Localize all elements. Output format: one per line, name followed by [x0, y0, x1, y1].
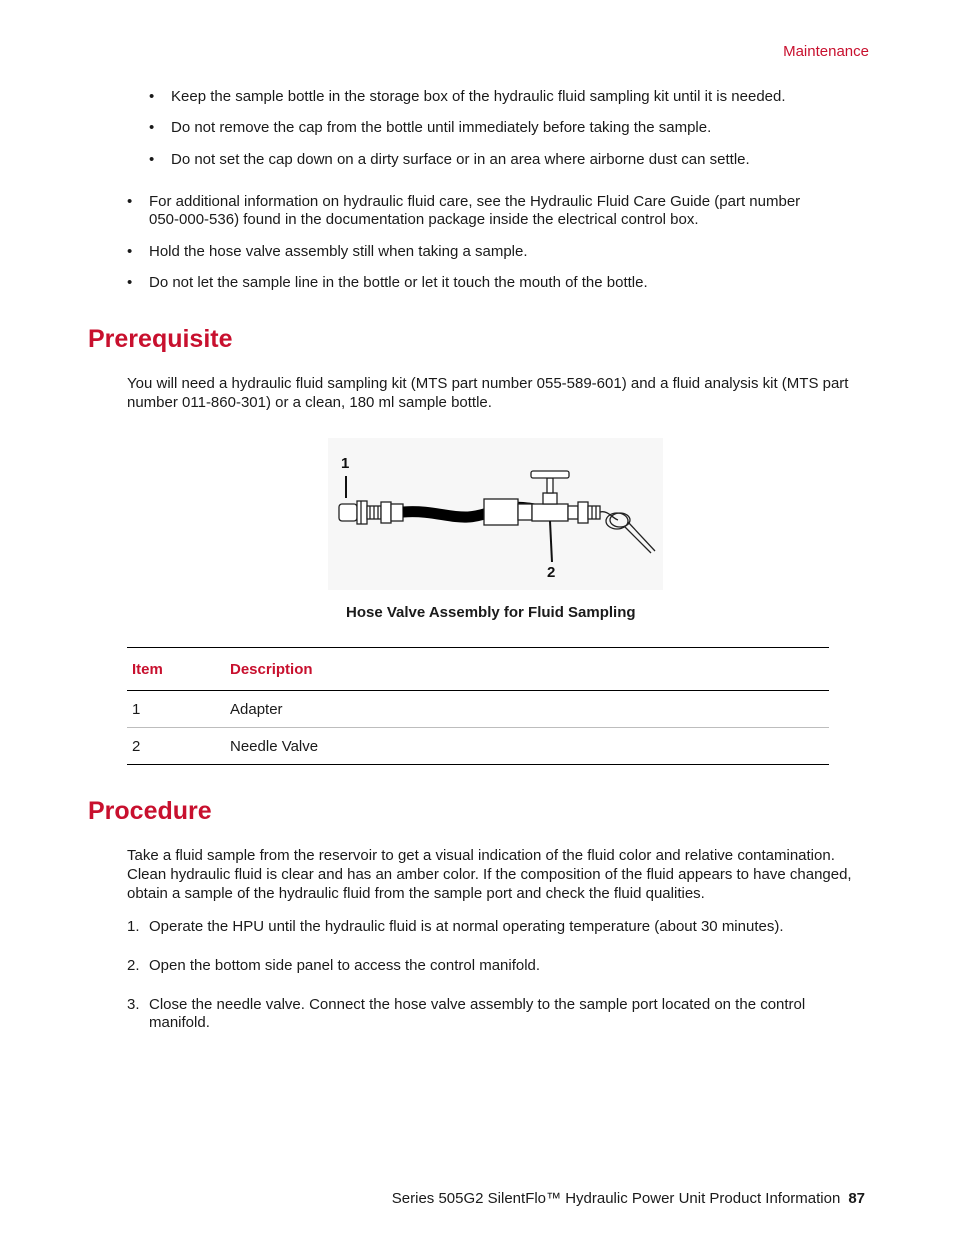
procedure-intro-paragraph — [127, 846, 872, 903]
bullet-text-line: Do not let the sample line in the bottle or let it touch the mouth of the bottle. — [149, 274, 648, 291]
bullet-symbol: • — [127, 243, 133, 260]
paragraph-line: Clean hydraulic fluid is clear and has an amber color. If the composition of the fluid appears to have changed, — [127, 866, 852, 883]
bullet-symbol: • — [149, 88, 155, 105]
item-description-table — [127, 647, 829, 765]
step-number: 2. — [127, 957, 140, 974]
sub-bullet-text: Do not set the cap down on a dirty surface or in an area where airborne dust can settle. — [171, 151, 750, 168]
step-number: 3. — [127, 996, 140, 1013]
procedure-step — [127, 956, 872, 976]
table-row — [127, 691, 829, 728]
sub-bullet-item — [149, 87, 869, 107]
hose-nut — [484, 499, 518, 525]
hose-valve-illustration — [328, 438, 663, 590]
bullet-item — [127, 242, 872, 262]
hose-valve-figure — [328, 438, 663, 590]
table-cell-description: Needle Valve — [230, 737, 319, 755]
table-cell-item: 2 — [132, 737, 141, 755]
column-header-item: Item — [132, 660, 163, 678]
bullet-symbol: • — [127, 274, 133, 291]
procedure-step — [127, 995, 872, 1035]
sub-bullet-item — [149, 118, 869, 138]
page-number: 87 — [848, 1190, 865, 1207]
paragraph-line: number 011-860-301) or a clean, 180 ml sample bottle. — [127, 394, 492, 411]
step-text-line: Close the needle valve. Connect the hose valve assembly to the sample port located on the control — [149, 996, 806, 1013]
paragraph-line: Take a fluid sample from the reservoir to get a visual indication of the fluid color and relative contamination. — [127, 847, 835, 864]
callout-2-label: 2 — [547, 564, 556, 581]
column-header-description: Description — [230, 660, 313, 678]
table-header-row — [127, 648, 829, 691]
figure-caption: Hose Valve Assembly for Fluid Sampling — [346, 604, 636, 621]
step-number: 1. — [127, 918, 140, 935]
section-heading-procedure: Procedure — [88, 797, 212, 825]
prerequisite-paragraph — [127, 374, 872, 412]
running-header-section: Maintenance — [783, 43, 869, 60]
sub-bullet-text: Do not remove the cap from the bottle until immediately before taking the sample. — [171, 119, 712, 136]
table-cell-description: Adapter — [230, 700, 283, 718]
bullet-item — [127, 192, 872, 232]
bullet-text-line: Hold the hose valve assembly still when taking a sample. — [149, 243, 528, 260]
callout-1-label: 1 — [341, 455, 350, 472]
hose-ferrule — [518, 504, 532, 520]
running-footer — [392, 1190, 865, 1207]
sub-bullet-item — [149, 150, 869, 170]
bullet-text-line: For additional information on hydraulic fluid care, see the Hydraulic Fluid Care Guide (part number — [149, 193, 801, 210]
step-text-line: manifold. — [149, 1014, 210, 1031]
bullet-text-line: 050-000-536) found in the documentation package inside the electrical control box. — [149, 211, 699, 228]
bullet-symbol: • — [127, 193, 133, 210]
procedure-step — [127, 917, 872, 937]
step-text-line: Open the bottom side panel to access the control manifold. — [149, 957, 541, 974]
section-heading-prerequisite: Prerequisite — [88, 325, 233, 353]
footer-document-title: Series 505G2 SilentFlo™ Hydraulic Power Unit Product Information — [391, 1190, 841, 1207]
paragraph-line: obtain a sample of the hydraulic fluid from the sample port and check the fluid qualities. — [127, 885, 705, 902]
table-cell-item: 1 — [132, 700, 141, 718]
paragraph-line: You will need a hydraulic fluid sampling kit (MTS part number 055-589-601) and a fluid analysis kit (MTS part — [127, 375, 849, 392]
sub-bullet-text: Keep the sample bottle in the storage box of the hydraulic fluid sampling kit until it is needed. — [171, 88, 786, 105]
bullet-item — [127, 273, 872, 293]
step-text-line: Operate the HPU until the hydraulic fluid is at normal operating temperature (about 30 minutes). — [149, 918, 784, 935]
bullet-symbol: • — [149, 119, 155, 136]
table-row — [127, 728, 829, 765]
bullet-symbol: • — [149, 151, 155, 168]
